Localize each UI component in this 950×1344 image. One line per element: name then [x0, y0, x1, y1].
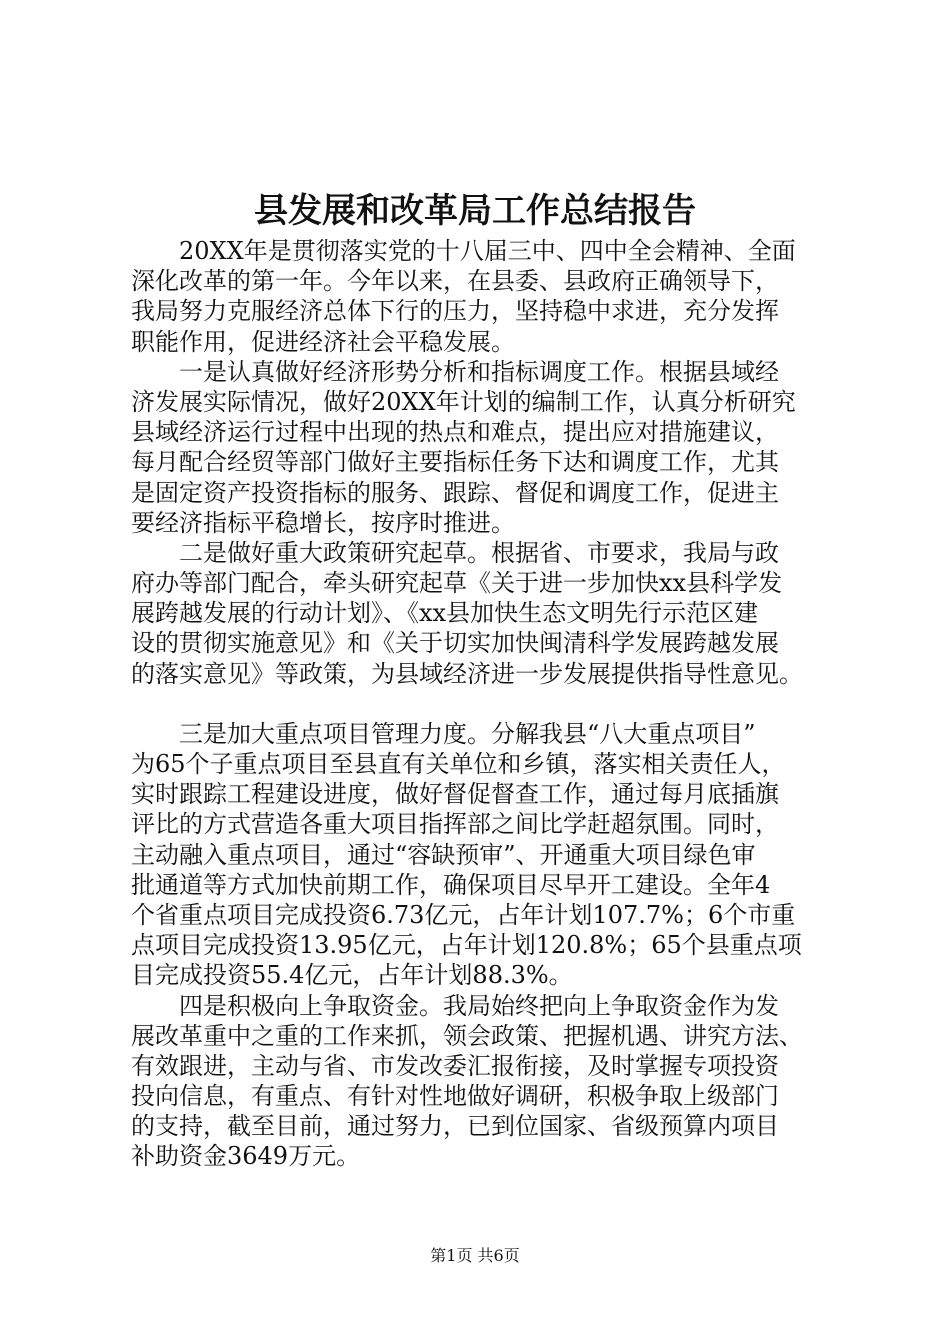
paragraph-line: 一是认真做好经济形势分析和指标调度工作。根据县域经 [179, 357, 779, 386]
page-number-footer: 第1页 共6页 [430, 1246, 520, 1265]
paragraph-line: 三是加大重点项目管理力度。分解我县“八大重点项目” [179, 719, 756, 748]
paragraph-2 [131, 357, 851, 538]
paragraph-line: 批通道等方式加快前期工作，确保项目尽早开工建设。全年4 [131, 870, 771, 899]
paragraph-4 [131, 719, 851, 991]
paragraph-line: 四是积极向上争取资金。我局始终把向上争取资金作为发 [179, 991, 779, 1020]
paragraph-line: 展改革重中之重的工作来抓，领会政策、把握机遇、讲究方法、 [131, 1021, 803, 1050]
paragraph-spacer [131, 689, 851, 719]
paragraph-line: 设的贯彻实施意见》和《关于切实加快闽清科学发展跨越发展 [131, 629, 779, 658]
document-body [131, 236, 851, 1172]
paragraph-line: 济发展实际情况，做好20XX年计划的编制工作，认真分析研究 [131, 387, 796, 416]
paragraph-line: 实时跟踪工程建设进度，做好督促督查工作，通过每月底插旗 [131, 780, 779, 809]
paragraph-line: 展跨越发展的行动计划》、《xx县加快生态文明先行示范区建 [131, 599, 759, 628]
paragraph-line: 个省重点项目完成投资6.73亿元，占年计划107.7%；6个市重 [131, 900, 796, 929]
paragraph-line: 县域经济运行过程中出现的热点和难点，提出应对措施建议， [131, 418, 779, 447]
paragraph-line: 20XX年是贯彻落实党的十八届三中、四中全会精神、全面 [179, 237, 796, 265]
paragraph-line: 是固定资产投资指标的服务、跟踪、督促和调度工作，促进主 [131, 478, 779, 507]
paragraph-1 [131, 236, 851, 357]
paragraph-line: 目完成投资55.4亿元，占年计划88.3%。 [131, 961, 573, 990]
paragraph-line: 深化改革的第一年。今年以来，在县委、县政府正确领导下， [131, 267, 779, 296]
paragraph-line: 要经济指标平稳增长，按序时推进。 [131, 508, 515, 537]
document-title: 县发展和改革局工作总结报告 [254, 191, 696, 231]
paragraph-line: 我局努力克服经济总体下行的压力，坚持稳中求进，充分发挥 [131, 297, 779, 326]
paragraph-line: 评比的方式营造各重大项目指挥部之间比学赶超氛围。同时， [131, 810, 779, 839]
paragraph-5 [131, 991, 851, 1172]
paragraph-3 [131, 538, 851, 689]
paragraph-line: 的落实意见》等政策，为县域经济进一步发展提供指导性意见。 [131, 659, 803, 688]
paragraph-line: 二是做好重大政策研究起草。根据省、市要求，我局与政 [179, 538, 779, 567]
paragraph-line: 职能作用，促进经济社会平稳发展。 [131, 327, 515, 356]
paragraph-line: 投向信息，有重点、有针对性地做好调研，积极争取上级部门 [131, 1082, 779, 1111]
paragraph-line: 补助资金3649万元。 [131, 1142, 361, 1171]
paragraph-line: 有效跟进，主动与省、市发改委汇报衔接，及时掌握专项投资 [131, 1051, 779, 1080]
paragraph-line: 每月配合经贸等部门做好主要指标任务下达和调度工作，尤其 [131, 448, 779, 477]
paragraph-line: 的支持，截至目前，通过努力，已到位国家、省级预算内项目 [131, 1112, 779, 1141]
paragraph-line: 府办等部门配合，牵头研究起草《关于进一步加快xx县科学发 [131, 569, 783, 598]
paragraph-line: 为65个子重点项目至县直有关单位和乡镇，落实相关责任人， [131, 750, 786, 778]
paragraph-line: 主动融入重点项目，通过“容缺预审”、开通重大项目绿色审 [131, 840, 756, 869]
paragraph-line: 点项目完成投资13.95亿元，占年计划120.8%；65个县重点项 [131, 931, 802, 960]
